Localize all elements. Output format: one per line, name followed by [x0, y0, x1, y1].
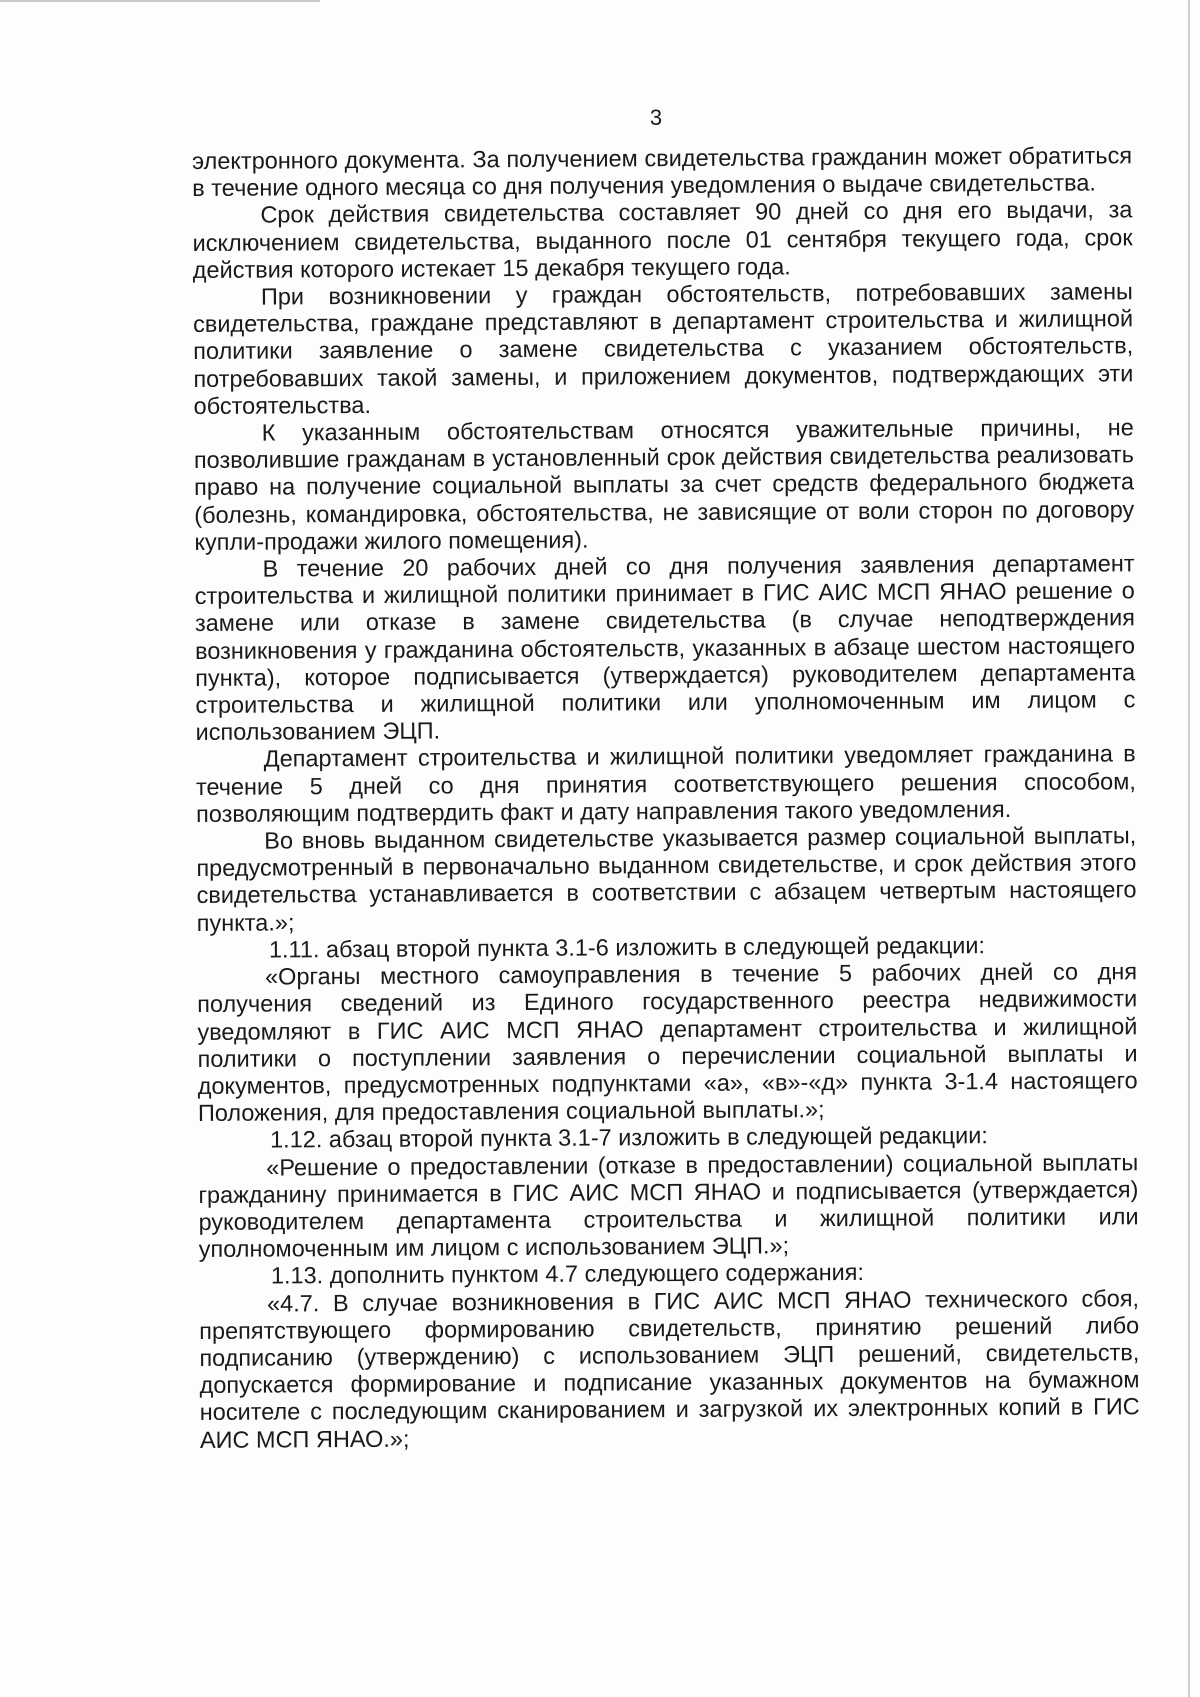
paragraph-continuation: электронного документа. За получением свидетельства гражданин может обратиться в течение одного месяца со дня получения уведомления о выдаче свидетельства.	[192, 142, 1133, 202]
paragraph-local-authorities: «Органы местного самоуправления в течение 5 рабочих дней со дня получения сведений из Единого государственного реестра недвижимости уведомляют в ГИС АИС МСП ЯНАО департамент строительства и жилищной политики о поступлении заявления о перечислении социальной выплаты и документов, предусмотренных подпунктами «а», «в»-«д» пункта 3-1.4 настоящего Положения, для предоставления социальной выплаты.»;	[197, 958, 1138, 1127]
document-body	[192, 142, 1140, 1453]
item-1-11: 1.11. абзац второй пункта 3.1-6 изложить в следующей редакции:	[268, 932, 986, 963]
paragraph-notification: Департамент строительства и жилищной политики уведомляет гражданина в течение 5 дней со дня принятия соответствующего решения способом, позволяющим подтвердить факт и дату направления такого уведомления.	[195, 740, 1136, 827]
paragraph-validity-period: Срок действия свидетельства составляет 90 дней со дня его выдачи, за исключением свидетельства, выданного после 01 сентября текущего года, срок действия которого истекает 15 декабря текущего года.	[192, 196, 1133, 283]
page-number: 3	[649, 105, 663, 130]
item-1-12: 1.12. абзац второй пункта 3.1-7 изложить в следующей редакции:	[269, 1122, 988, 1153]
paragraph-decision-term: В течение 20 рабочих дней со дня получения заявления департамент строительства и жилищной политики принимает в ГИС АИС МСП ЯНАО решение о замене или отказе в замене свидетельства (в случае неподтверждения возникновения у гражданина обстоятельств, указанных в абзаце шестом настоящего пункта), которое подписывается (утверждается) руководителем департамента строительства и жилищной политики или уполномоченным им лицом с использованием ЭЦП.	[194, 550, 1136, 746]
paragraph-new-certificate: Во вновь выданном свидетельстве указывается размер социальной выплаты, предусмотренный в первоначально выданном свидетельстве, и срок действия этого свидетельства устанавливается в соответствии с абзацем четвертым настоящего пункта.»;	[196, 822, 1137, 936]
paragraph-technical-failure: «4.7. В случае возникновения в ГИС АИС МСП ЯНАО технического сбоя, препятствующего формированию свидетельств, принятию решений либо подписанию (утверждению) с использованием ЭЦП решений, свидетельств, допускается формирование и подписание указанных документов на бумажном носителе с последующим сканированием и загрузкой их электронных копий в ГИС АИС МСП ЯНАО.»;	[199, 1284, 1140, 1453]
scan-edge-mark	[0, 0, 320, 2]
paragraph-replacement-request: При возникновении у граждан обстоятельств, потребовавших замены свидетельства, граждане представляют в департамент строительства и жилищной политики заявление о замене свидетельства с указанием обстоятельств, потребовавших такой замены, и приложением документов, подтверждающих эти обстоятельства.	[192, 278, 1134, 419]
paragraph-valid-reasons: К указанным обстоятельствам относятся уважительные причины, не позволившие гражданам в установленный срок действия свидетельства реализовать право на получение социальной выплаты за счет средств федерального бюджета (болезнь, командировка, обстоятельства, не зависящие от воли сторон по договору купли-продажи жилого помещения).	[193, 414, 1135, 555]
scan-right-edge	[1188, 0, 1190, 1697]
item-1-13: 1.13. дополнить пунктом 4.7 следующего содержания:	[270, 1259, 865, 1289]
paragraph-payment-decision: «Решение о предоставлении (отказе в предоставлении) социальной выплаты гражданину принимается в ГИС АИС МСП ЯНАО и подписывается (утверждается) руководителем департамента строительства и жилищной политики или уполномоченным им лицом с использованием ЭЦП.»;	[198, 1148, 1139, 1263]
